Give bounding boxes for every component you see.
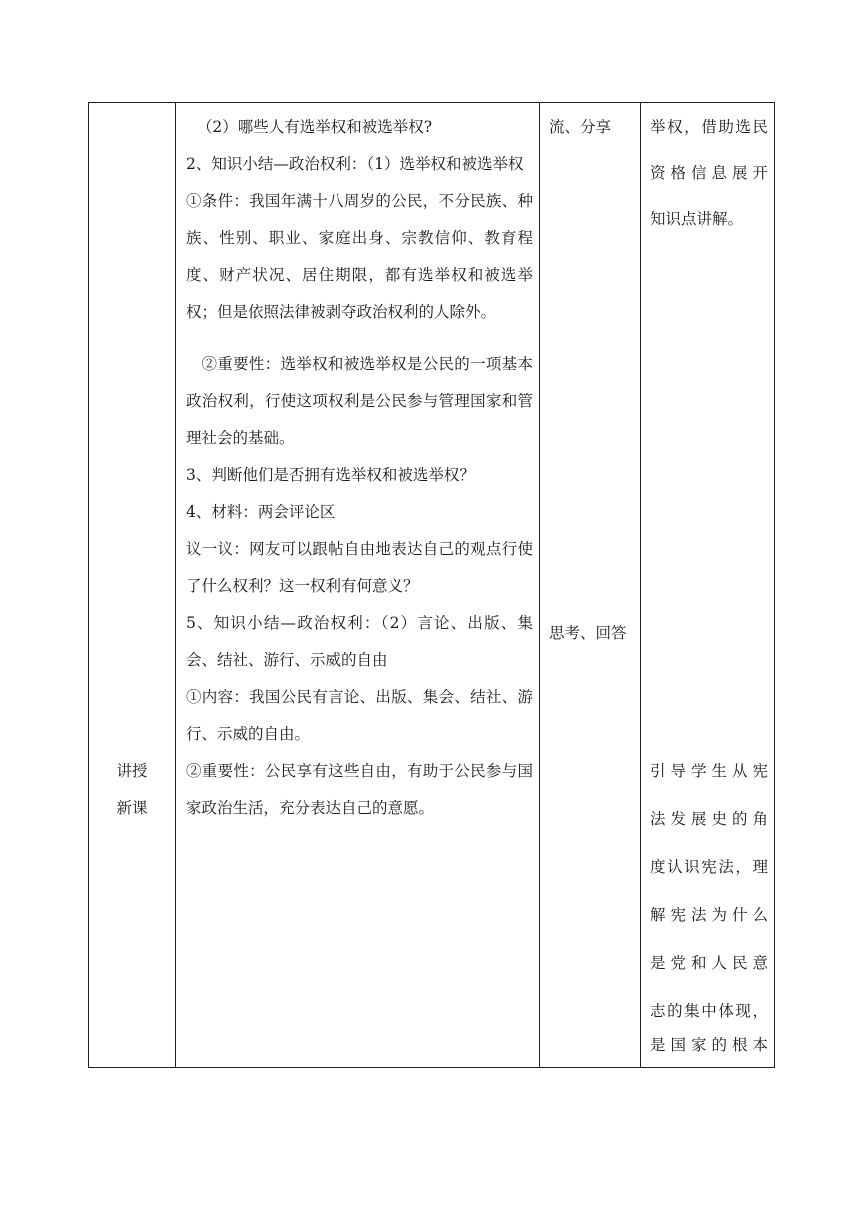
student-activity-text: 流、分享 [549,118,612,136]
design-intent-line: 志的集中体现， [650,1002,768,1020]
design-intent-line: 解宪法为什么 [650,906,768,924]
design-intent-line: 引导学生从宪 [650,762,768,780]
teaching-stage-label [89,753,175,827]
design-intent-line: 知识点讲解。 [650,210,744,228]
content-paragraph: （2）哪些人有选举权和被选举权? [196,118,433,136]
table-row [89,103,775,1068]
content-paragraph: 5、知识小结—政治权利：（2）言论、出版、集会、结社、游行、示威的自由 [186,614,533,669]
design-intent-line: 度认识宪法，理 [650,858,768,876]
content-paragraph: 3、判断他们是否拥有选举权和被选举权？ [186,466,475,484]
teaching-content-cell [176,103,540,1068]
content-paragraph: 2、知识小结—政治权利：（1）选举权和被选举权 [186,155,524,173]
content-paragraph: ②重要性：选举权和被选举权是公民的一项基本政治权利，行使这项权利是公民参与管理国家和管理社会的基础。 [186,355,533,447]
student-activity-text: 思考、回答 [549,624,627,642]
lesson-plan-table [88,102,775,1068]
design-intent-cell [641,103,775,1068]
content-paragraph: ②重要性：公民享有这些自由，有助于公民参与国家政治生活，充分表达自己的意愿。 [186,762,533,817]
student-activity-cell [540,103,641,1068]
stage-label-line: 新课 [116,799,148,817]
design-intent-line: 是党和人民意 [650,954,768,972]
content-paragraph: ①条件：我国年满十八周岁的公民，不分民族、种族、性别、职业、家庭出身、宗教信仰、教育程度、财产状况、居住期限，都有选举权和被选举权；但是依照法律被剥夺政治权利的人除外。 [186,192,533,321]
design-intent-line: 资格信息展开 [650,164,768,182]
design-intent-line: 法发展史的角 [650,810,768,828]
content-paragraph: 议一议：网友可以跟帖自由地表达自己的观点行使了什么权利？这一权利有何意义？ [186,540,533,595]
stage-label-line: 讲授 [116,762,148,780]
content-paragraph: 4、材料：两会评论区 [186,503,336,521]
teaching-stage-cell [89,103,176,1068]
design-intent-line: 是国家的根本 [650,1036,768,1054]
design-intent-line: 举权，借助选民 [650,118,768,136]
content-paragraph: ①内容：我国公民有言论、出版、集会、结社、游行、示威的自由。 [186,688,533,743]
